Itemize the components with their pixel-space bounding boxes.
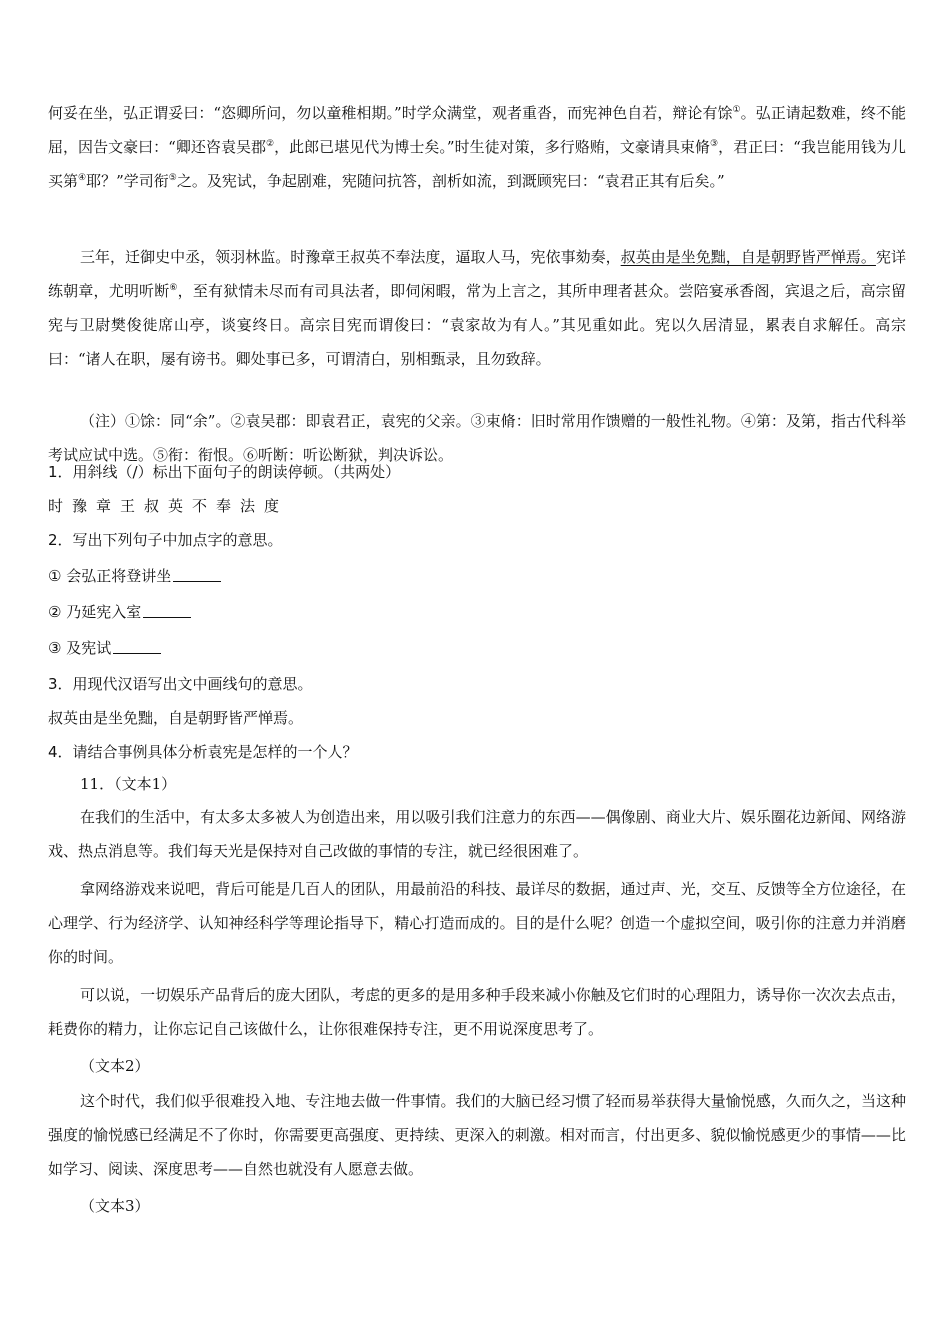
- text1-paragraph-2: 拿网络游戏来说吧，背后可能是几百人的团队，用最前沿的科技、最详尽的数据，通过声、光，交互、反馈等全方位途径，在心理学、行为经济学、认知神经科学等理论指导下，精心打造而成的。目的是什么呢？创造一个虚拟空间，吸引你的注意力并消磨你的时间。: [48, 880, 906, 966]
- underlined-sentence: 叔英由是坐免黜，自是朝野皆严惮焉。: [620, 248, 876, 266]
- question-3-sentence: 叔英由是坐免黜，自是朝野皆严惮焉。: [48, 709, 304, 727]
- question-2: 2．写出下列句子中加点字的意思。: [48, 531, 283, 549]
- text3-label: （文本3）: [80, 1197, 150, 1215]
- answer-blank[interactable]: [113, 639, 161, 654]
- answer-blank[interactable]: [173, 567, 221, 582]
- question-1: 1．用斜线（/）标出下面句子的朗读停顿。（共两处）: [48, 463, 401, 481]
- text1-paragraph-3: 可以说，一切娱乐产品背后的庞大团队，考虑的更多的是用多种手段来减小你触及它们时的心理阻力，诱导你一次次去点击，耗费你的精力，让你忘记自己该做什么，让你很难保持专注，更不用说深度思考了。: [48, 986, 906, 1038]
- question-2-item-2: ② 乃延宪入室: [48, 596, 191, 628]
- question-2-item-3: ③ 及宪试: [48, 632, 161, 664]
- section-11-heading: 11．（文本1）: [80, 775, 177, 793]
- text2-label: （文本2）: [80, 1057, 150, 1075]
- question-2-item-1: ① 会弘正将登讲坐: [48, 560, 221, 592]
- answer-blank[interactable]: [143, 603, 191, 618]
- question-3: 3．用现代汉语写出文中画线句的意思。: [48, 675, 313, 693]
- annotation-notes: （注）①馀：同“余”。②袁吴郡：即袁君正，袁宪的父亲。③束脩：旧时常用作馈赠的一般性礼物。④第：及第，指古代科举考试应试中选。⑤衔：衔恨。⑥听断：听讼断狱，判决诉讼。: [48, 412, 906, 464]
- question-4: 4．请结合事例具体分析袁宪是怎样的一个人？: [48, 743, 358, 761]
- passage-paragraph-2: 三年，迁御史中丞，领羽林监。时豫章王叔英不奉法度，逼取人马，宪依事劾奏，叔英由是坐免黜，自是朝野皆严惮焉。宪详练朝章，尤明听断⑥，至有狱情未尽而有司具法者，即伺闲暇，常为上言之，其所申理者甚众。尝陪宴承香阁，宾退之后，高宗留宪与卫尉樊俊徙席山亭，谈宴终日。高宗目宪而谓俊曰：“袁家故为有人。”其见重如此。宪以久居清显，累表自求解任。高宗曰：“诸人在职，屡有谤书。卿处事已多，可谓清白，别相甄录，且勿致辞。: [48, 248, 906, 368]
- passage-paragraph-1: 何妥在坐，弘正谓妥曰：“恣卿所问，勿以童稚相期。”时学众满堂，观者重沓，而宪神色自若，辩论有馀①。弘正请起数难，终不能屈，因告文豪曰：“卿还咨袁吴郡②，此郎已堪见代为博士矣。”时生徒对策，多行赂贿，文豪请具束脩③，君正曰：“我岂能用钱为儿买第④耶？”学司衔⑤之。及宪试，争起剧难，宪随问抗答，剖析如流，到溉顾宪曰：“袁君正其有后矣。”: [48, 104, 907, 190]
- question-1-sentence: 时豫章王叔英不奉法度: [48, 497, 289, 515]
- text1-paragraph-1: 在我们的生活中，有太多太多被人为创造出来，用以吸引我们注意力的东西——偶像剧、商业大片、娱乐圈花边新闻、网络游戏、热点消息等。我们每天光是保持对自己改做的事情的专注，就已经很困难了。: [48, 808, 906, 860]
- text2-paragraph: 这个时代，我们似乎很难投入地、专注地去做一件事情。我们的大脑已经习惯了轻而易举获得大量愉悦感，久而久之，当这种强度的愉悦感已经满足不了你时，你需要更高强度、更持续、更深入的刺激。相对而言，付出更多、貌似愉悦感更少的事情——比如学习、阅读、深度思考——自然也就没有人愿意去做。: [48, 1092, 906, 1178]
